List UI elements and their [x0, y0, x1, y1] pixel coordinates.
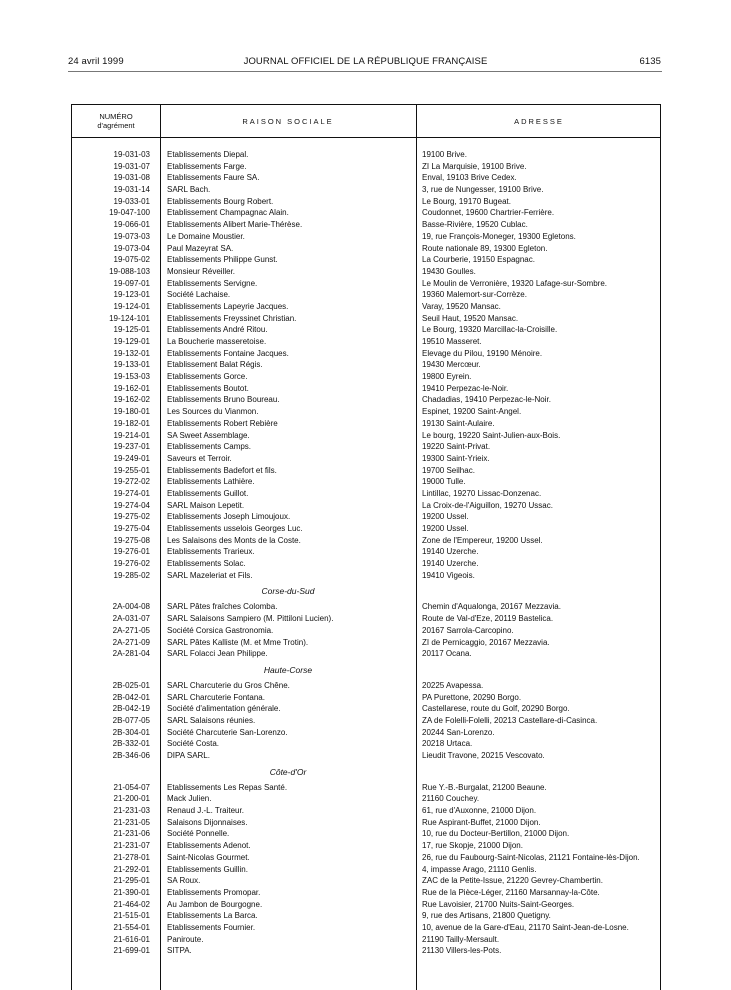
table-row	[72, 703, 660, 715]
company-name: Etablissements Robert Rebière	[167, 418, 278, 428]
company-name: Les Salaisons des Monts de la Coste.	[167, 535, 301, 545]
company-name: Salaisons Dijonnaises.	[167, 817, 248, 827]
region-heading	[72, 662, 660, 678]
company-address: Route de Val-d'Eze, 20119 Bastelica.	[422, 614, 554, 624]
region-heading-label: Haute-Corse	[263, 664, 313, 675]
company-name: Etablissements Farge.	[167, 161, 247, 171]
approval-number: 21-231-07	[113, 841, 150, 851]
company-name: Etablissement Balat Régis.	[167, 360, 263, 370]
company-name: Le Domaine Moustier.	[167, 231, 245, 241]
table-row	[72, 172, 660, 184]
company-address: 10, rue du Docteur-Bertillon, 21000 Dijon.	[422, 829, 570, 839]
approval-number: 19-180-01	[113, 407, 150, 417]
company-name: Renaud J.-L. Traiteur.	[167, 806, 244, 816]
approval-number: 19-255-01	[113, 465, 150, 475]
table-row	[72, 523, 660, 535]
table-row	[72, 359, 660, 371]
approval-number: 19-133-01	[113, 360, 150, 370]
company-name: SARL Charcuterie Fontana.	[167, 692, 265, 702]
company-name: SITPA.	[167, 946, 192, 956]
company-name: Etablissements La Barca.	[167, 911, 258, 921]
table-row	[72, 692, 660, 704]
table-row	[72, 161, 660, 173]
region-heading-label: Côte-d'Or	[269, 766, 307, 777]
table-row	[72, 601, 660, 613]
approval-number: 19-129-01	[113, 337, 150, 346]
approval-number: 2A-031-07	[112, 614, 150, 624]
table-row	[72, 715, 660, 727]
approval-number: 19-033-01	[113, 196, 150, 206]
company-address: Chadadias, 19410 Perpezac-le-Noir.	[422, 395, 551, 405]
company-address: 9, rue des Artisans, 21800 Quetigny.	[422, 911, 551, 921]
company-name: Société d'alimentation générale.	[167, 704, 281, 714]
approval-number: 19-073-03	[113, 231, 150, 241]
table-row	[72, 828, 660, 840]
company-name: SARL Salaisons Sampiero (M. Pittiloni Lucien).	[167, 614, 334, 624]
approval-number: 19-031-03	[113, 150, 150, 159]
company-name: Etablissements Bourg Robert.	[167, 196, 274, 206]
table-row	[72, 406, 660, 418]
company-name: Les Sources du Vianmon.	[167, 407, 259, 417]
table-row	[72, 488, 660, 500]
company-address: Seuil Haut, 19520 Mansac.	[422, 313, 519, 323]
approval-number: 19-124-101	[109, 313, 150, 323]
company-name: Etablissements Badefort et fils.	[167, 465, 277, 475]
approval-number: 19-274-01	[113, 488, 150, 498]
table-row	[72, 441, 660, 453]
company-address: La Courberie, 19150 Espagnac.	[422, 255, 535, 265]
company-address: 19100 Brive.	[422, 150, 467, 159]
approval-number: 21-231-03	[113, 806, 150, 816]
table-row	[72, 254, 660, 266]
company-address: 20117 Ocana.	[422, 649, 472, 659]
column-header-name: RAISON SOCIALE	[242, 117, 334, 126]
company-name: Etablissements Solac.	[167, 559, 246, 569]
table-header-rule	[72, 137, 660, 138]
company-name: Etablissements Freyssinet Christian.	[167, 313, 297, 323]
table-row	[72, 231, 660, 243]
approval-number: 19-275-08	[113, 535, 150, 545]
company-address: ZI La Marquisie, 19100 Brive.	[422, 161, 527, 171]
table-row	[72, 887, 660, 899]
table-row	[72, 625, 660, 637]
table-row	[72, 817, 660, 829]
approval-number: 2B-042-01	[112, 692, 150, 702]
company-address: Le Moulin de Verronière, 19320 Lafage-sur-Sombre.	[422, 278, 607, 288]
company-address: 19700 Seilhac.	[422, 465, 475, 475]
approval-number: 2A-271-05	[112, 625, 150, 635]
table-row	[72, 418, 660, 430]
header-journal-title: JOURNAL OFFICIEL DE LA RÉPUBLIQUE FRANÇAISE	[243, 56, 488, 67]
company-address: 19220 Saint-Privat.	[422, 442, 491, 452]
table-row	[72, 570, 660, 582]
table-row	[72, 266, 660, 278]
company-name: Etablissements Trarieux.	[167, 547, 255, 557]
company-name: Etablissements Adenot.	[167, 841, 251, 851]
table-row	[72, 637, 660, 649]
approval-number: 19-066-01	[113, 220, 150, 230]
region-heading	[72, 764, 660, 780]
company-address: 20225 Avapessa.	[422, 680, 484, 690]
table-row	[72, 852, 660, 864]
registry-table	[71, 104, 661, 990]
approval-number: 21-295-01	[113, 876, 150, 886]
approval-number: 21-200-01	[113, 794, 150, 804]
header-page-number: 6135	[639, 56, 661, 67]
header-rule	[68, 71, 662, 72]
region-heading-label: Corse-du-Sud	[261, 586, 315, 597]
company-name: SARL Bach.	[167, 185, 211, 195]
company-address: 19800 Eyrein.	[422, 372, 472, 382]
company-address: Coudonnet, 19600 Chartrier-Ferrière.	[422, 208, 555, 218]
company-name: Etablissements usselois Georges Luc.	[167, 524, 303, 533]
table-row	[72, 465, 660, 477]
approval-number: 19-153-03	[113, 372, 150, 382]
table-row	[72, 922, 660, 934]
table-row	[72, 324, 660, 336]
company-address: Le Bourg, 19320 Marcillac-la-Croisille.	[422, 325, 558, 335]
approval-number: 21-231-06	[113, 829, 150, 839]
approval-number: 2B-025-01	[112, 680, 150, 690]
approval-number: 2A-281-04	[112, 649, 150, 659]
company-name: SA Roux.	[167, 876, 201, 886]
approval-number: 19-124-01	[113, 301, 150, 311]
table-row	[72, 680, 660, 692]
company-address: 19130 Saint-Aulaire.	[422, 418, 495, 428]
company-name: Saveurs et Terroir.	[167, 453, 232, 463]
approval-number: 2B-332-01	[112, 739, 150, 749]
company-name: Etablissements André Ritou.	[167, 325, 268, 335]
approval-number: 21-390-01	[113, 887, 150, 897]
table-row	[72, 243, 660, 255]
company-address: Zone de l'Empereur, 19200 Ussel.	[422, 535, 543, 545]
company-address: 19430 Mercœur.	[422, 360, 481, 370]
approval-number: 19-276-01	[113, 547, 150, 557]
company-name: La Boucherie masseretoise.	[167, 337, 267, 346]
table-row	[72, 875, 660, 887]
approval-number: 2A-004-08	[112, 602, 150, 612]
approval-number: 19-132-01	[113, 348, 150, 358]
table-body	[72, 149, 660, 957]
table-row	[72, 613, 660, 625]
column-header-number	[72, 112, 160, 130]
table-row	[72, 149, 660, 161]
company-address: Rue Lavoisier, 21700 Nuits-Saint-Georges.	[422, 899, 575, 909]
table-row	[72, 184, 660, 196]
company-address: Le bourg, 19220 Saint-Julien-aux-Bois.	[422, 430, 561, 440]
company-address: 19200 Ussel.	[422, 524, 469, 533]
company-name: Etablissements Faure SA.	[167, 173, 260, 183]
company-name: Etablissements Les Repas Santé.	[167, 782, 288, 792]
approval-number: 19-162-01	[113, 383, 150, 393]
company-name: Société Charcuterie San-Lorenzo.	[167, 727, 288, 737]
company-address: 19, rue François-Moneger, 19300 Egletons.	[422, 231, 576, 241]
company-address: Le Bourg, 19170 Bugeat.	[422, 196, 511, 206]
approval-number: 21-699-01	[113, 946, 150, 956]
company-address: 26, rue du Faubourg-Saint-Nicolas, 21121 Fontaine-lès-Dijon.	[422, 852, 640, 862]
approval-number: 21-464-02	[113, 899, 150, 909]
table-row	[72, 336, 660, 348]
company-address: 19410 Vigeois.	[422, 570, 475, 580]
company-name: Etablissements Guillin.	[167, 864, 248, 874]
approval-number: 19-123-01	[113, 290, 150, 300]
table-row	[72, 945, 660, 957]
company-address: Route nationale 89, 19300 Egleton.	[422, 243, 548, 253]
approval-number: 21-515-01	[113, 911, 150, 921]
approval-number: 19-162-02	[113, 395, 150, 405]
company-name: Mack Julien.	[167, 794, 212, 804]
company-address: Lieudit Travone, 20215 Vescovato.	[422, 751, 545, 760]
company-address: 19430 Goulles.	[422, 266, 476, 276]
company-name: Monsieur Réveiller.	[167, 266, 236, 276]
company-address: 19140 Uzerche.	[422, 547, 479, 557]
approval-number: 21-292-01	[113, 864, 150, 874]
company-address: Chemin d'Aqualonga, 20167 Mezzavia.	[422, 602, 561, 612]
table-row	[72, 934, 660, 946]
column-header-address: ADRESSE	[514, 117, 564, 126]
company-address: 19200 Ussel.	[422, 512, 469, 522]
approval-number: 2B-304-01	[112, 727, 150, 737]
table-row	[72, 738, 660, 750]
company-name: Etablissements Fournier.	[167, 922, 256, 932]
table-row	[72, 301, 660, 313]
company-name: SARL Charcuterie du Gros Chêne.	[167, 680, 290, 690]
table-row	[72, 793, 660, 805]
company-name: Etablissements Lapeyrie Jacques.	[167, 301, 289, 311]
company-name: Etablissements Joseph Limoujoux.	[167, 512, 291, 522]
table-row	[72, 394, 660, 406]
company-name: Au Jambon de Bourgogne.	[167, 899, 263, 909]
company-address: Enval, 19103 Brive Cedex.	[422, 173, 517, 183]
approval-number: 2B-042-19	[112, 704, 150, 714]
company-name: Etablissements Servigne.	[167, 278, 258, 288]
company-name: Etablissement Champagnac Alain.	[167, 208, 289, 218]
company-name: Saint-Nicolas Gourmet.	[167, 852, 250, 862]
approval-number: 19-031-07	[113, 161, 150, 171]
table-row	[72, 430, 660, 442]
table-row	[72, 864, 660, 876]
column-header-number-line2: d'agrément	[97, 121, 135, 130]
company-name: Etablissements Guillot.	[167, 488, 249, 498]
company-address: Rue de la Pièce-Léger, 21160 Marsannay-la-Côte.	[422, 887, 600, 897]
approval-number: 21-554-01	[113, 922, 150, 932]
company-address: 20218 Urtaca.	[422, 739, 473, 749]
table-row	[72, 219, 660, 231]
approval-number: 21-054-07	[113, 782, 150, 792]
header-date: 24 avril 1999	[68, 56, 124, 67]
approval-number: 19-125-01	[113, 325, 150, 335]
company-address: 4, impasse Arago, 21110 Genlis.	[422, 864, 537, 874]
company-name: Etablissements Camps.	[167, 442, 252, 452]
table-row	[72, 511, 660, 523]
company-name: Société Ponnelle.	[167, 829, 230, 839]
company-address: Varay, 19520 Mansac.	[422, 301, 501, 311]
company-name: Société Costa.	[167, 739, 220, 749]
company-address: 20244 San-Lorenzo.	[422, 727, 495, 737]
approval-number: 19-275-02	[113, 512, 150, 522]
company-name: SARL Pâtes Kalliste (M. et Mme Trotin).	[167, 637, 309, 647]
company-address: 19000 Tulle.	[422, 477, 466, 487]
company-name: Etablissements Gorce.	[167, 372, 248, 382]
company-address: Basse-Rivière, 19520 Cublac.	[422, 220, 528, 230]
table-row	[72, 840, 660, 852]
company-name: SARL Mazeleriat et Fils.	[167, 570, 253, 580]
company-address: 19510 Masseret.	[422, 337, 482, 346]
company-name: Société Lachaise.	[167, 290, 231, 300]
company-name: Etablissements Boutot.	[167, 383, 249, 393]
table-row	[72, 546, 660, 558]
company-address: 19410 Perpezac-le-Noir.	[422, 383, 509, 393]
table-row	[72, 910, 660, 922]
approval-number: 19-047-100	[109, 208, 150, 218]
table-row	[72, 500, 660, 512]
company-address: 21190 Tailly-Mersault.	[422, 934, 500, 944]
approval-number: 19-274-04	[113, 500, 150, 510]
company-address: 19140 Uzerche.	[422, 559, 479, 569]
company-name: SA Sweet Assemblage.	[167, 430, 250, 440]
approval-number: 19-249-01	[113, 453, 150, 463]
company-name: Etablissements Diepal.	[167, 150, 249, 159]
company-name: DIPA SARL.	[167, 751, 210, 760]
company-name: Paul Mazeyrat SA.	[167, 243, 234, 253]
company-address: 3, rue de Nungesser, 19100 Brive.	[422, 185, 544, 195]
company-address: Rue Y.-B.-Burgalat, 21200 Beaune.	[422, 782, 547, 792]
company-name: SARL Maison Lepetit.	[167, 500, 245, 510]
region-heading	[72, 583, 660, 599]
table-row	[72, 750, 660, 762]
approval-number: 19-214-01	[113, 430, 150, 440]
approval-number: 19-075-02	[113, 255, 150, 265]
table-row	[72, 207, 660, 219]
table-row	[72, 196, 660, 208]
company-address: ZA de Folelli-Folelli, 20213 Castellare-di-Casinca.	[422, 715, 598, 725]
company-name: SARL Folacci Jean Philippe.	[167, 649, 268, 659]
company-name: Etablissements Philippe Gunst.	[167, 255, 278, 265]
table-row	[72, 476, 660, 488]
company-name: Etablissements Alibert Marie-Thérèse.	[167, 220, 303, 230]
company-address: Rue Aspirant-Buffet, 21000 Dijon.	[422, 817, 541, 827]
company-address: La Croix-de-l'Aiguillon, 19270 Ussac.	[422, 500, 553, 510]
company-name: Etablissements Lathière.	[167, 477, 255, 487]
table-row	[72, 348, 660, 360]
company-address: Castellarese, route du Golf, 20290 Borgo.	[422, 704, 570, 714]
company-name: Etablissements Promopar.	[167, 887, 261, 897]
table-row	[72, 727, 660, 739]
company-name: SARL Salaisons réunies.	[167, 715, 256, 725]
table-row	[72, 313, 660, 325]
company-address: 17, rue Skopje, 21000 Dijon.	[422, 841, 523, 851]
company-address: 20167 Sarrola-Carcopino.	[422, 625, 514, 635]
approval-number: 21-616-01	[113, 934, 150, 944]
approval-number: 19-182-01	[113, 418, 150, 428]
approval-number: 19-097-01	[113, 278, 150, 288]
company-address: 21160 Couchey.	[422, 794, 480, 804]
table-row	[72, 453, 660, 465]
table-row	[72, 278, 660, 290]
company-name: Paniroute.	[167, 934, 204, 944]
approval-number: 2B-346-06	[112, 751, 150, 760]
approval-number: 19-275-04	[113, 524, 150, 533]
approval-number: 19-272-02	[113, 477, 150, 487]
table-row	[72, 383, 660, 395]
table-row	[72, 558, 660, 570]
approval-number: 19-285-02	[113, 570, 150, 580]
approval-number: 19-276-02	[113, 559, 150, 569]
table-row	[72, 805, 660, 817]
company-address: PA Purettone, 20290 Borgo.	[422, 692, 522, 702]
company-address: 61, rue d'Auxonne, 21000 Dijon.	[422, 806, 537, 816]
company-name: SARL Pâtes fraîches Colomba.	[167, 602, 278, 612]
table-row	[72, 648, 660, 660]
column-header-number-line1: NUMÉRO	[99, 112, 133, 121]
approval-number: 19-088-103	[109, 266, 150, 276]
company-address: 10, avenue de la Gare-d'Eau, 21170 Saint-Jean-de-Losne.	[422, 922, 629, 932]
company-address: Espinet, 19200 Saint-Angel.	[422, 407, 522, 417]
approval-number: 21-278-01	[113, 852, 150, 862]
company-name: Société Corsica Gastronomia.	[167, 625, 274, 635]
approval-number: 2B-077-05	[112, 715, 150, 725]
company-address: ZAC de la Petite-Issue, 21220 Gevrey-Chambertin.	[422, 876, 603, 886]
approval-number: 19-031-08	[113, 173, 150, 183]
approval-number: 21-231-05	[113, 817, 150, 827]
company-name: Etablissements Fontaine Jacques.	[167, 348, 289, 358]
company-address: ZI de Pernicaggio, 20167 Mezzavia.	[422, 637, 550, 647]
approval-number: 2A-271-09	[112, 637, 150, 647]
table-row	[72, 782, 660, 794]
company-address: Lintillac, 19270 Lissac-Donzenac.	[422, 488, 542, 498]
company-address: Elevage du Pilou, 19190 Ménoire.	[422, 348, 543, 358]
company-address: 19300 Saint-Yrieix.	[422, 453, 490, 463]
approval-number: 19-237-01	[113, 442, 150, 452]
table-row	[72, 371, 660, 383]
table-row	[72, 899, 660, 911]
company-address: 21130 Villers-les-Pots.	[422, 946, 502, 956]
approval-number: 19-073-04	[113, 243, 150, 253]
table-row	[72, 289, 660, 301]
company-address: 19360 Malemort-sur-Corrèze.	[422, 290, 527, 300]
approval-number: 19-031-14	[113, 185, 150, 195]
company-name: Etablissements Bruno Boureau.	[167, 395, 280, 405]
table-row	[72, 535, 660, 547]
